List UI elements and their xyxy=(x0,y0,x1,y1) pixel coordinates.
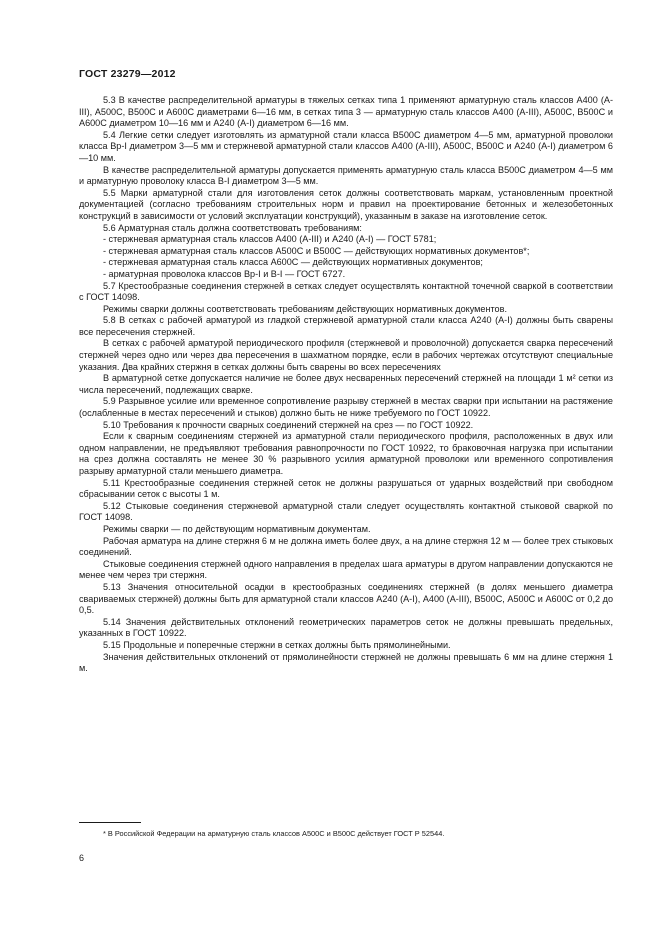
paragraph-5-11: 5.11 Крестообразные соединения стержней сеток не должны разрушаться от ударных воздействий при свободном сбрасывании сеток с высоты 1 м. xyxy=(79,477,613,500)
paragraph-5-8: 5.8 В сетках с рабочей арматурой из гладкой стержневой арматурной стали класса А240 (А-I) должны быть сварены все пересечения стержней. xyxy=(79,315,613,337)
paragraph-5-15: 5.15 Продольные и поперечные стержни в сетках должны быть прямолинейными. xyxy=(103,639,451,650)
paragraph-5-14: 5.14 Значения действительных отклонений геометрических параметров сеток не должны превышать предельных, указанных в ГОСТ 10922. xyxy=(79,616,613,639)
paragraph-5-12-modes: Режимы сварки — по действующим нормативным документам. xyxy=(103,523,371,534)
paragraph-5-8-unwelded: В арматурной сетке допускается наличие не более двух несваренных пересечений стержней на площади 1 м² сетки из числа пересечений, подлежащих сварке. xyxy=(79,373,613,395)
paragraph-5-10-shear: Если к сварным соединениям стержней из арматурной стали периодического профиля, расположенных в двух или одном направлении, не предъявляют требования равнопрочности по ГОСТ 10922, то браковочная нагрузка при испытании на срез должна составлять не менее 30 % разрывного усилия арматурной проволоки или временного сопротивления разрыву арматурной стали меньшего диаметра. xyxy=(79,431,613,476)
paragraph-5-10: 5.10 Требования к прочности сварных соединений стержней на срез — по ГОСТ 10922. xyxy=(103,419,474,430)
paragraph-5-12-butt: Стыковые соединения стержней одного направления в пределах шага арматуры в другом направлении допускаются не менее чем через три стержня. xyxy=(79,558,613,581)
page-number: 6 xyxy=(79,853,85,863)
paragraph-5-4-distribution: В качестве распределительной арматуры допускается применять арматурную сталь класса В500С диаметром 4—5 мм и арматурную проволоку класса В-I диаметром 3—5 мм. xyxy=(79,164,613,187)
list-item-5781: - стержневая арматурная сталь классов А400 (А-III) и А240 (А-I) — ГОСТ 5781; xyxy=(103,234,437,245)
document-header: ГОСТ 23279—2012 xyxy=(79,68,176,80)
footnote: * В Российской Федерации на арматурную сталь классов А500С и В500С действует ГОСТ Р 52544. xyxy=(103,829,445,838)
paragraph-5-7: 5.7 Крестообразные соединения стержней в сетках следует осуществлять контактной точечной сваркой в соответствии с ГОСТ 14098. xyxy=(79,280,613,303)
list-item-wire: - арматурная проволока классов Вр-I и В-I — ГОСТ 6727. xyxy=(103,268,346,279)
list-item-a600c: - стержневая арматурная сталь класса А600С — действующих нормативных документов; xyxy=(103,257,483,268)
paragraph-5-6: 5.6 Арматурная сталь должна соответствовать требованиям: xyxy=(103,222,362,233)
footnote-divider xyxy=(79,822,141,823)
list-item-a500c: - стержневая арматурная сталь классов А500С и В500С — действующих нормативных документов*; xyxy=(103,245,530,256)
paragraph-5-9: 5.9 Разрывное усилие или временное сопротивление разрыву стержней в местах сварки при испытании на растяжение (ослабленные в местах пересечений и стыков) должно быть не ниже требуемого по ГОСТ 10922. xyxy=(79,396,613,419)
document-body xyxy=(79,95,613,675)
paragraph-5-3: 5.3 В качестве распределительной арматуры в тяжелых сетках типа 1 применяют арматурную сталь классов А400 (А-III), А500С, В500С и А600С диаметрами 6—16 мм, в сетках типа 3 — арматурную сталь классов А400 (А-III), А500С, В500С и А600С диаметром 10—16 мм и А240 (А-I) диаметром 6—16 мм. xyxy=(79,95,613,129)
paragraph-5-12: 5.12 Стыковые соединения стержневой арматурной стали следует осуществлять контактной стыковой сваркой по ГОСТ 14098. xyxy=(79,500,613,523)
paragraph-5-5: 5.5 Марки арматурной стали для изготовления сеток должны соответствовать маркам, установленным проектной документацией (согласно требованиям строительных норм и правил на проектирование бетонных и железобетонных конструкций в зависимости от условий эксплуатации конструкций), указанным в заказе на изготовление сеток. xyxy=(79,187,613,221)
paragraph-5-13: 5.13 Значения относительной осадки в крестообразных соединениях стержней (в долях меньшего диаметра свариваемых стержней) должны быть для арматурной стали классов А240 (А-I), А400 (А-III), В500С, А500С и А600С от 0,2 до 0,5. xyxy=(79,581,613,616)
paragraph-5-15-straightness: Значения действительных отклонений от прямолинейности стержней не должны превышать 6 мм на длине стержня 1 м. xyxy=(79,651,613,674)
paragraph-5-4: 5.4 Легкие сетки следует изготовлять из арматурной стали класса В500С диаметром 4—5 мм, арматурной проволоки класса Вр-I диаметром 3—5 мм и стержневой арматурной стали классов А400 (А-III), А500С, В500С и А240 (А-I) диаметром 6—10 мм. xyxy=(79,129,613,163)
paragraph-5-12-joints: Рабочая арматура на длине стержня 6 м не должна иметь более двух, а на длине стержня 12 м — более трех стыковых соединений. xyxy=(79,535,613,558)
paragraph-5-7-modes: Режимы сварки должны соответствовать требованиям действующих нормативных документов. xyxy=(103,303,507,314)
paragraph-5-8-periodic: В сетках с рабочей арматурой периодического профиля (стержневой и проволочной) допускается сварка пересечений стержней через одно или через два пересечения в шахматном порядке, если в рабочих чертежах отсутствуют специальные указания. Два крайних стержня в сетках должны быть сварены во всех пересечениях xyxy=(79,338,613,372)
